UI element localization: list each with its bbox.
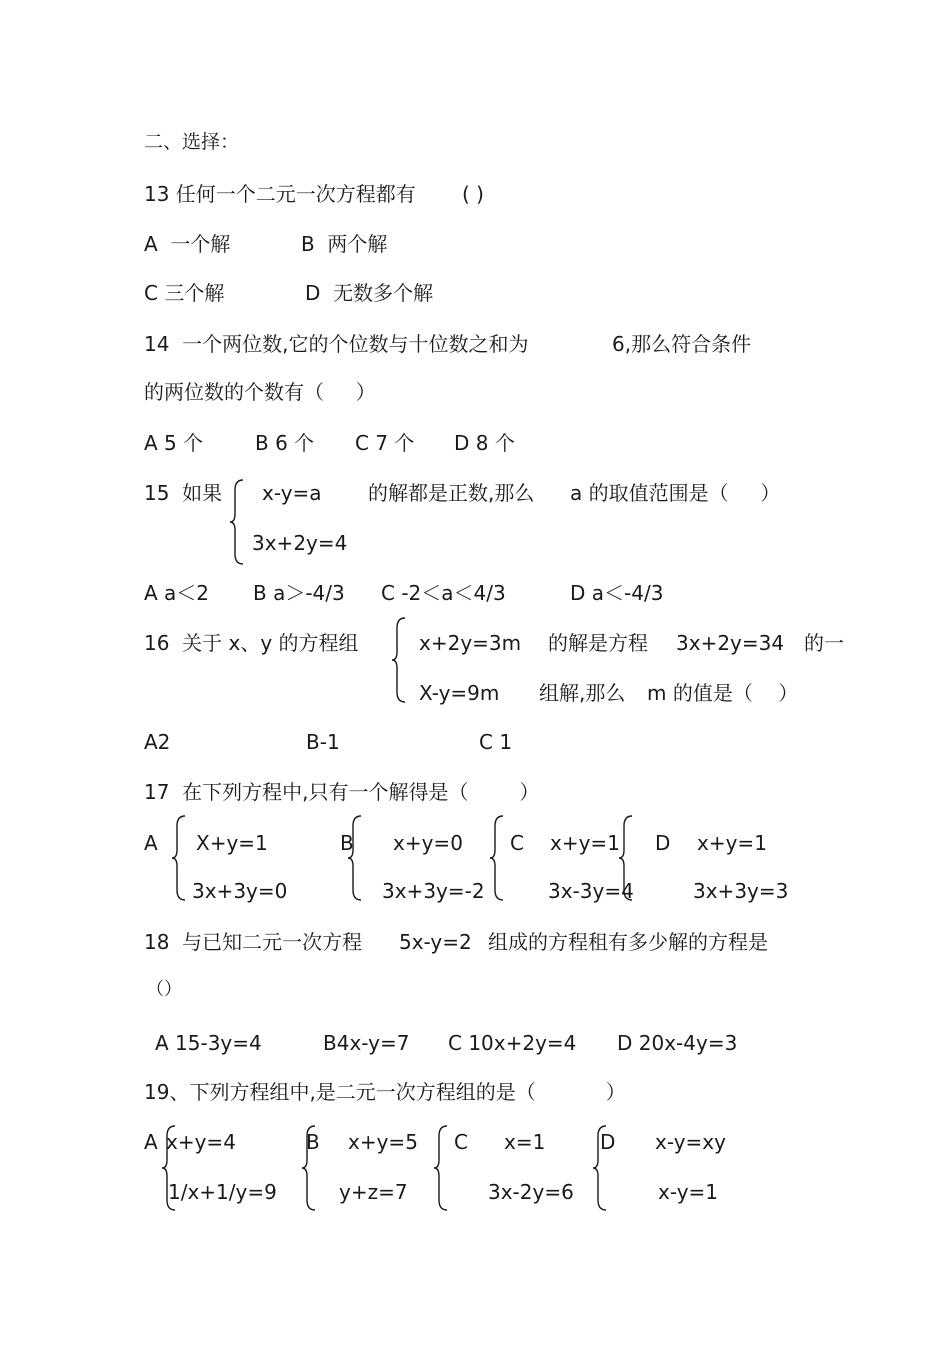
q14-option-a: A 5 个 bbox=[144, 431, 204, 455]
q15-option-c: C -2＜a＜4/3 bbox=[381, 581, 506, 605]
q16-brace bbox=[390, 616, 408, 704]
q15-tail1: 的解都是正数,那么 bbox=[368, 481, 535, 505]
q14-stem-line1-cont: 6,那么符合条件 bbox=[612, 332, 752, 356]
q19-a-eq2: 1/x+1/y=9 bbox=[168, 1180, 277, 1204]
q17-d-eq1: x+y=1 bbox=[697, 831, 767, 855]
q17-a-eq2: 3x+3y=0 bbox=[192, 879, 288, 903]
q14-stem-line1: 14 一个两位数,它的个位数与十位数之和为 bbox=[144, 332, 529, 356]
q16-option-b: B-1 bbox=[306, 730, 340, 754]
q18-stem-b: 5x-y=2 bbox=[399, 930, 472, 954]
q19-c-brace bbox=[432, 1124, 450, 1212]
q13-option-d: D 无数多个解 bbox=[305, 281, 434, 305]
q15-label: 15 如果 bbox=[144, 481, 223, 505]
q17-d-brace bbox=[617, 814, 635, 902]
q19-option-a-label: A bbox=[144, 1130, 158, 1154]
q16-option-c: C 1 bbox=[479, 730, 513, 754]
q17-option-c-label: C bbox=[510, 831, 524, 855]
q14-option-d: D 8 个 bbox=[454, 431, 515, 455]
q19-c-eq2: 3x-2y=6 bbox=[488, 1180, 574, 1204]
q15-option-a: A a＜2 bbox=[144, 581, 210, 605]
q17-c-brace bbox=[488, 814, 506, 902]
q19-option-d-label: D bbox=[600, 1130, 616, 1154]
q19-b-brace bbox=[300, 1124, 318, 1212]
q15-tail2: a 的取值范围是（ ） bbox=[570, 481, 781, 505]
q16-tail2b: m 的值是（ ） bbox=[647, 681, 799, 705]
q14-option-c: C 7 个 bbox=[355, 431, 415, 455]
q16-eq2: X-y=9m bbox=[419, 681, 500, 705]
section-heading: 二、选择： bbox=[144, 131, 240, 153]
q19-b-eq2: y+z=7 bbox=[339, 1180, 408, 1204]
q15-option-d: D a＜-4/3 bbox=[570, 581, 664, 605]
q17-option-b-label: B bbox=[340, 831, 354, 855]
q17-d-eq2: 3x+3y=3 bbox=[693, 879, 789, 903]
q16-label: 16 关于 x、y 的方程组 bbox=[144, 631, 359, 655]
q19-a-eq1: x+y=4 bbox=[166, 1130, 236, 1154]
q17-stem: 17 在下列方程中,只有一个解得是（ ） bbox=[144, 780, 540, 804]
q16-tail1b: 3x+2y=34 bbox=[676, 631, 785, 655]
q19-b-eq1: x+y=5 bbox=[348, 1130, 418, 1154]
q16-tail1a: 的解是方程 bbox=[548, 631, 648, 655]
q17-b-eq2: 3x+3y=-2 bbox=[382, 879, 485, 903]
q18-stem-a: 18 与已知二元一次方程 bbox=[144, 930, 363, 954]
q13-option-b: B 两个解 bbox=[301, 232, 388, 256]
q16-tail1c: 的一 bbox=[804, 631, 844, 655]
q16-eq1: x+2y=3m bbox=[419, 631, 522, 655]
q18-option-a: A 15-3y=4 bbox=[155, 1031, 262, 1055]
q14-option-b: B 6 个 bbox=[255, 431, 315, 455]
q17-c-eq1: x+y=1 bbox=[550, 831, 620, 855]
q18-paren: （） bbox=[146, 979, 182, 1000]
q17-option-d-label: D bbox=[655, 831, 671, 855]
q17-c-eq2: 3x-3y=4 bbox=[548, 879, 634, 903]
q19-c-eq1: x=1 bbox=[504, 1130, 546, 1154]
q16-option-a: A2 bbox=[144, 730, 171, 754]
q13-option-c: C 三个解 bbox=[144, 281, 225, 305]
q19-d-eq2: x-y=1 bbox=[658, 1180, 719, 1204]
q19-d-eq1: x-y=xy bbox=[655, 1130, 726, 1154]
q17-b-eq1: x+y=0 bbox=[393, 831, 463, 855]
q18-option-b: B4x-y=7 bbox=[323, 1031, 410, 1055]
q18-option-d: D 20x-4y=3 bbox=[617, 1031, 738, 1055]
q17-a-eq1: X+y=1 bbox=[196, 831, 268, 855]
q13-stem: 13 任何一个二元一次方程都有 bbox=[144, 182, 416, 206]
q15-eq1: x-y=a bbox=[262, 481, 322, 505]
q17-a-brace bbox=[170, 814, 188, 902]
q13-paren: ( ) bbox=[462, 182, 484, 206]
q17-option-a-label: A bbox=[144, 831, 158, 855]
q13-option-a: A 一个解 bbox=[144, 232, 231, 256]
q18-stem-c: 组成的方程租有多少解的方程是 bbox=[488, 930, 768, 954]
q19-option-b-label: B bbox=[306, 1130, 320, 1154]
q15-eq2: 3x+2y=4 bbox=[252, 531, 348, 555]
q17-b-brace bbox=[346, 814, 364, 902]
q19-option-c-label: C bbox=[454, 1130, 468, 1154]
q16-tail2a: 组解,那么 bbox=[539, 681, 626, 705]
q15-option-b: B a＞-4/3 bbox=[253, 581, 345, 605]
q15-brace bbox=[228, 478, 246, 566]
q18-option-c: C 10x+2y=4 bbox=[448, 1031, 577, 1055]
q14-stem-line2: 的两位数的个数有（ ） bbox=[144, 380, 376, 404]
q19-stem: 19、下列方程组中,是二元一次方程组的是（ ） bbox=[144, 1080, 626, 1104]
